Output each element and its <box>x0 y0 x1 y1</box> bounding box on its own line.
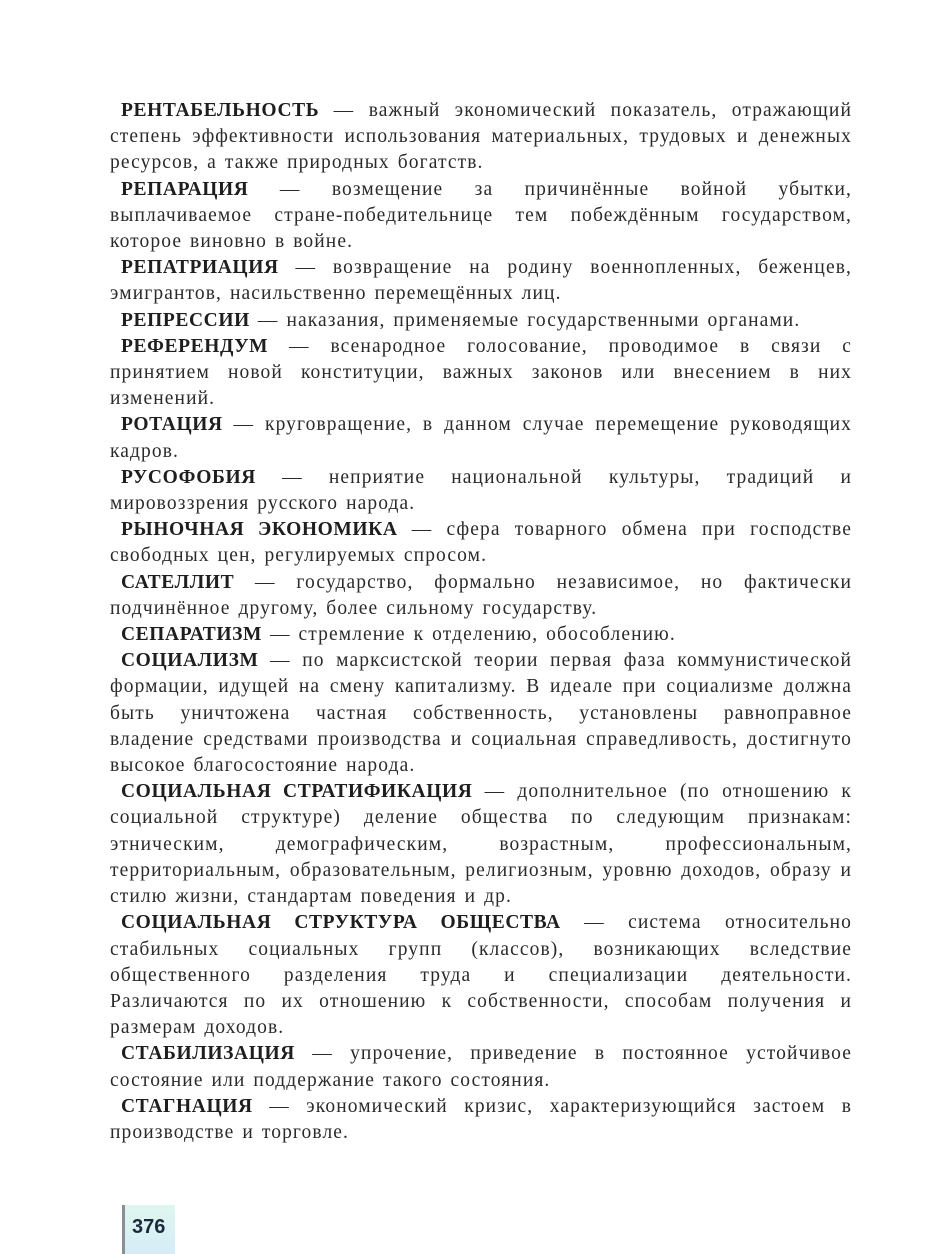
glossary-definition: — стремление к отделению, обособлению. <box>262 624 676 646</box>
glossary-entry <box>110 910 852 1041</box>
glossary-term: СОЦИАЛЬНАЯ СТРУКТУРА ОБЩЕСТВА <box>121 912 561 934</box>
glossary-entry <box>110 570 852 622</box>
glossary-entry <box>110 412 852 464</box>
glossary-definition: — всенародное голосование, проводимое в связи с принятием новой конституции, важных законов или внесением в них изменений. <box>110 335 852 410</box>
glossary-entry <box>110 517 852 569</box>
glossary-term: САТЕЛЛИТ <box>121 571 235 593</box>
page-number-box <box>122 1205 175 1254</box>
glossary-entry <box>110 779 852 910</box>
glossary-definition: — система относительно стабильных социальных групп (классов), возникающих вследствие общественного разделения труда и специализации деятельности. Различаются по их отношению к собственности, способам получения и размерам доходов. <box>110 912 852 1039</box>
glossary-definition: — упрочение, приведение в постоянное устойчивое состояние или поддержание такого состояния. <box>110 1043 852 1091</box>
glossary-definition: — возвращение на родину военнопленных, беженцев, эмигрантов, насильственно перемещённых лиц. <box>110 257 852 305</box>
glossary-term: РЕПАРАЦИЯ <box>121 178 249 200</box>
glossary-term: СТАГНАЦИЯ <box>121 1095 253 1117</box>
glossary-term: РЕФЕРЕНДУМ <box>121 335 269 357</box>
glossary-term: РЫНОЧНАЯ ЭКОНОМИКА <box>121 519 398 541</box>
glossary-term: РЕНТАБЕЛЬНОСТЬ <box>121 100 320 121</box>
glossary-entry <box>110 465 852 517</box>
glossary-definition: — государство, формально независимое, но фактически подчинённое другому, более сильному государству. <box>110 571 852 619</box>
glossary-term: РЕПРЕССИИ <box>121 309 250 331</box>
glossary-term: РУСОФОБИЯ <box>121 466 256 488</box>
glossary-term: РОТАЦИЯ <box>121 414 223 436</box>
glossary-definition: — важный экономический показатель, отражающий степень эффективности использования материальных, трудовых и денежных ресурсов, а также природных богатств. <box>110 100 852 174</box>
glossary-entry <box>110 255 852 307</box>
glossary-term: РЕПАТРИАЦИЯ <box>121 257 279 279</box>
glossary-definition: — дополнительное (по отношению к социальной структуре) деление общества по следующим признакам: этническим, демографическим, возрастным, профессиональным, территориальным, образовательным, религиозным, уровню доходов, образу и стилю жизни, стандартам поведения и др. <box>110 781 852 908</box>
glossary-entry <box>110 308 852 334</box>
glossary-definition: — экономический кризис, характеризующийся застоем в производстве и торговле. <box>110 1095 852 1143</box>
glossary-entry <box>110 1094 852 1146</box>
glossary-definition: — возмещение за причинённые войной убытки, выплачиваемое стране-победительнице тем побеждённым государством, которое виновно в войне. <box>110 178 852 253</box>
glossary-term: СЕПАРАТИЗМ <box>121 624 262 646</box>
glossary-term: СТАБИЛИЗАЦИЯ <box>121 1043 295 1065</box>
glossary-entry <box>110 334 852 413</box>
glossary-definition: — по марксистской теории первая фаза коммунистической формации, идущей на смену капитализму. В идеале при социализме должна быть уничтожена частная собственность, установлены равноправное владение средствами производства и социальная справедливость, достигнуто высокое благосостояние народа. <box>110 650 852 777</box>
glossary-definition: — неприятие национальной культуры, традиций и мировоззрения русского народа. <box>110 466 852 515</box>
glossary-entry <box>110 622 852 648</box>
glossary-text <box>110 98 852 1146</box>
glossary-entry <box>110 648 852 779</box>
glossary-definition: — круговращение, в данном случае перемещение руководящих кадров. <box>110 414 852 462</box>
glossary-entry <box>110 1041 852 1093</box>
glossary-entry <box>110 177 852 256</box>
glossary-entry <box>110 98 852 177</box>
glossary-definition: — сфера товарного обмена при господстве свободных цен, регулируемых спросом. <box>110 519 853 567</box>
glossary-term: СОЦИАЛИЗМ <box>121 650 259 672</box>
glossary-definition: — наказания, применяемые государственными органами. <box>249 309 801 331</box>
glossary-term: СОЦИАЛЬНАЯ СТРАТИФИКАЦИЯ <box>121 781 473 803</box>
page-number: 376 <box>132 1216 166 1238</box>
